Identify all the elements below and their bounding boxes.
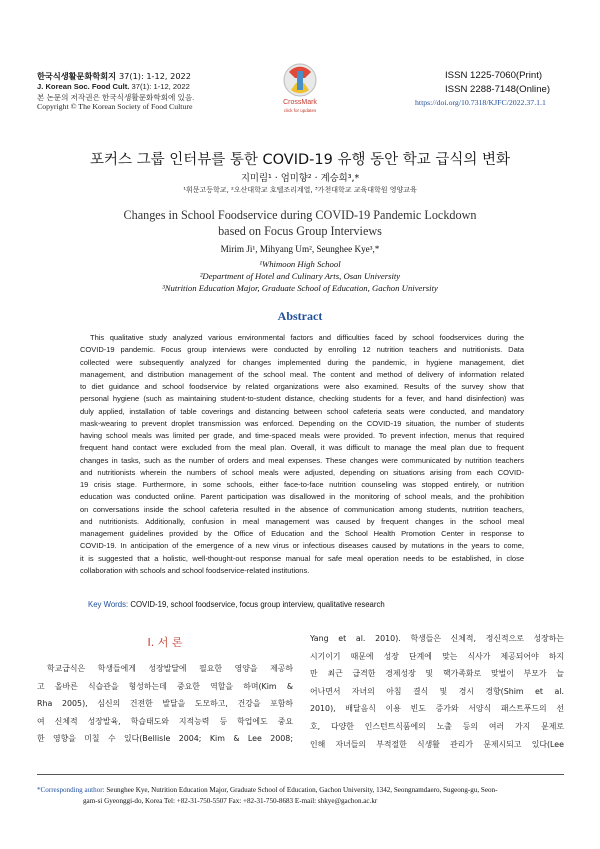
abstract-line: and nutritionists. Additionally, confusion in meal management was caused by frequent changes in the school meal [80, 516, 524, 526]
intro-left-line: 고 올바른 식습관을 형성하는데 중요한 역할을 하며(Kim & [37, 681, 293, 691]
abstract-line: management guidelines provided by the Office of Education and the School Health Promotion Center in response to [80, 529, 524, 538]
intro-right-line: 호, 다양한 인스턴트식품에의 노출 등의 여러 가지 문제로 [310, 721, 564, 731]
keywords-label: Key Words: [88, 600, 129, 609]
abstract-heading: Abstract [277, 309, 323, 323]
abstract-line: to diet guidance and school foodservice by related organizations were also examined. Results of the survey show that [80, 382, 524, 391]
journal-abbrev: J. Korean Soc. Food Cult. [37, 82, 130, 91]
journal-volume-en: 37(1): 1-12, 2022 [131, 82, 190, 91]
abstract-line: frequent hand contact were excluded from the meal plan. Overall, it was difficult to manage the meal plan due to frequent [80, 443, 524, 453]
copyright-kr: 본 논문의 저작권은 한국식생활문화학회에 있음. [37, 93, 195, 102]
intro-right-column [310, 630, 564, 753]
intro-right-line: 만 최근 급격한 경제성장 및 핵가족화로 맞벌이 부모가 늘 [310, 669, 564, 679]
abstract-line: This qualitative study analyzed various environmental factors and difficulties faced by school foodservices during the [90, 333, 524, 342]
intro-right-line: 시기이기 때문에 성장 단계에 맞는 식사가 제공되어야 하지 [310, 651, 564, 661]
intro-left-line: 한 영향을 미칠 수 있다(Bellisle 2004; Kim & Lee 2008; [37, 734, 293, 744]
intro-right-line: 2010), 배달음식 이용 빈도 증가와 서양식 패스트푸드의 선 [310, 704, 564, 714]
abstract-line: education was conducted online. Parent participation was disallowed in the monitoring of school meals, and the prohibition [80, 492, 524, 502]
korean-affiliations: ¹휘문고등학교, ²오산대학교 호텔조리계열, ³가천대학교 교육대학원 영양교육 [183, 186, 417, 194]
intro-left-line: 여 신체적 성장발육, 학습태도와 지적능력 등 학업에도 중요 [37, 716, 293, 726]
intro-right-line: 어나면서 자녀의 아침 결식 및 경시 경향(Shim et al. [310, 686, 564, 696]
abstract-line: changes in tasks, such as the number of orders and meal expenses. These changes were communicated by nutrition teachers [80, 455, 524, 465]
abstract-line: personal hygiene (such as maintaining student-to-student distance, checking students for a fever, and hand disinfection) was [80, 394, 524, 404]
intro-left-line: 학교급식은 학생들에게 성장발달에 필요한 영양을 제공하 [47, 664, 293, 673]
abstract-line: on conversations inside the school cafeteria resulted in the absence of communication among students, nutrition teachers, [80, 504, 524, 514]
crossmark-logo[interactable] [277, 62, 323, 114]
english-affiliation-2: ²Department of Hotel and Culinary Arts, Osan University [199, 271, 401, 281]
doi-link[interactable]: https://doi.org/10.7318/KJFC/2022.37.1.1 [415, 98, 546, 107]
abstract-line: it is suggested that a holistic, well-thought-out response manual for safe meal operation needs to be established, in close [80, 553, 524, 563]
keywords [88, 600, 385, 609]
abstract-line: collaboration with schools and school foodservice-related institutions. [80, 565, 310, 575]
english-title-line2: based on Focus Group Interviews [218, 224, 382, 238]
abstract-line: 19 crisis stage. Furthermore, in some schools, either face-to-face nutrition counseling was stopped entirely, or nutrition [80, 480, 524, 489]
corresponding-author-footnote [37, 785, 564, 806]
abstract-line: mask-wearing to prevent droplet transmission was enforced. Depending on the COVID-19 situation, the number of students [80, 418, 524, 428]
abstract-body [80, 332, 524, 577]
journal-name-kr: 한국식생활문화학회지 [37, 71, 117, 81]
abstract-line: duly applied, installation of table coverings and distancing between school cafeteria seats were conducted, and mandatory [80, 406, 524, 416]
corresponding-author-label: *Corresponding author: [37, 786, 105, 794]
abstract-line: management, and distribution management of the school meal. The content and method of delivery of information related [80, 369, 524, 379]
footnote-divider [37, 774, 564, 775]
issn-print: ISSN 1225-7060(Print) [445, 70, 543, 81]
crossmark-sub: click for updates [283, 108, 317, 113]
section-heading-introduction: Ⅰ. 서 론 [147, 636, 183, 649]
abstract-line: and nutritionists wherein the numbers of school meals were adjusted, depending on situations arising from each COVID- [80, 467, 524, 477]
intro-right-line: 인해 자녀들의 부적절한 식생활 관리가 문제시되고 있다(Lee [310, 739, 564, 749]
crossmark-icon [277, 62, 323, 100]
english-affiliation-3: ³Nutrition Education Major, Graduate School of Education, Gachon University [162, 283, 438, 293]
korean-title: 포커스 그룹 인터뷰를 통한 COVID-19 유행 동안 학교 급식의 변화 [90, 152, 510, 168]
english-affiliation-1: ¹Whimoon High School [259, 259, 341, 269]
footnote-line-1: Seunghee Kye, Nutrition Education Major, Graduate School of Education, Gachon University, 1342, Seongnamdaero, Sugeong-gu, Seon- [106, 786, 498, 794]
english-authors: Mirim Ji¹, Mihyang Um², Seunghee Kye³,* [220, 244, 380, 254]
crossmark-label: CrossMark [283, 99, 317, 106]
intro-left-line: Rha 2005), 심신의 건전한 발달을 도모하고, 건강을 포함하 [37, 699, 293, 709]
journal-title [37, 71, 191, 82]
english-title-line1: Changes in School Foodservice during COVID-19 Pandemic Lockdown [123, 208, 477, 222]
intro-left-column [37, 660, 293, 748]
copyright-en: Copyright © The Korean Society of Food Culture [37, 102, 193, 111]
intro-right-line: Yang et al. 2010). 학생들은 신체적, 정신적으로 성장하는 [310, 634, 564, 643]
abstract-line: COVID-19. In anticipation of the emergence of a new virus or infectious diseases caused by mutations in the years to come, [80, 541, 524, 551]
journal-abbrev-line [37, 82, 190, 91]
abstract-line: collected were subsequently analyzed for changes implemented during the pandemic, in hygiene management, diet [80, 357, 524, 367]
abstract-line: COVID-19 pandemic. Focus group interviews were conducted by enrolling 12 nutrition teachers and nutritionists. Data [80, 345, 524, 355]
abstract-line: having school meals was limited per grade, and time-spaced meals were provided. To prevent infection, menus that required [80, 431, 524, 440]
korean-authors: 지미림¹ · 엄미향² · 계승희³,* [240, 173, 360, 184]
footnote-line-2: gam-si Gyeonggi-do, Korea Tel: +82-31-750-5507 Fax: +82-31-750-8683 E-mail: shkye@gachon.ac.kr [83, 796, 378, 805]
keywords-text: COVID-19, school foodservice, focus group interview, qualitative research [130, 600, 385, 609]
issn-online: ISSN 2288-7148(Online) [445, 84, 551, 95]
journal-volume-kr: 37(1): 1-12, 2022 [118, 71, 191, 81]
